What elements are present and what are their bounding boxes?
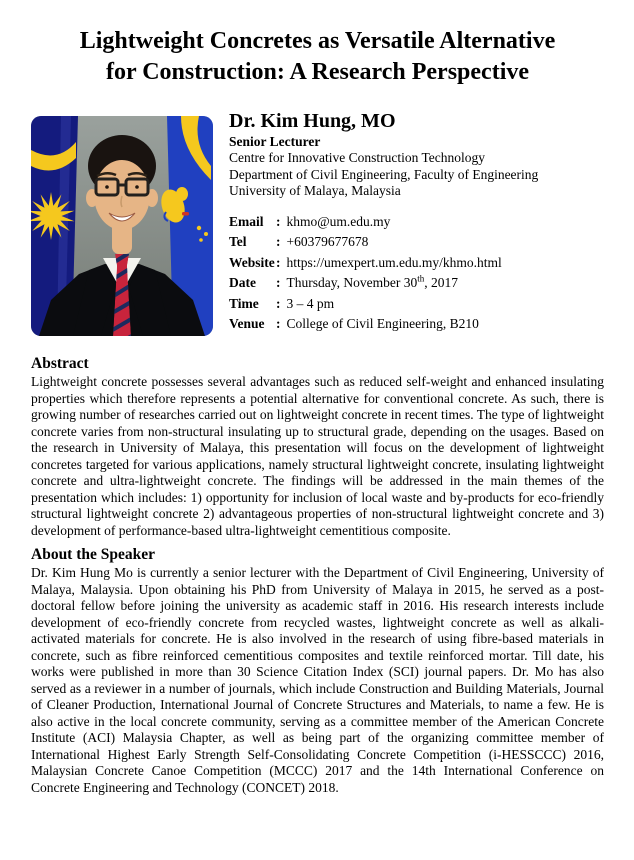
- contact-block: [229, 212, 604, 335]
- contact-row-time: [229, 294, 604, 315]
- speaker-name: Dr. Kim Hung, MO: [229, 110, 396, 132]
- time-label: Time: [229, 295, 259, 311]
- speaker-affiliation-3: University of Malaya, Malaysia: [229, 183, 401, 198]
- contact-row-website: [229, 253, 604, 274]
- email-label: Email: [229, 213, 264, 229]
- date-value-main: Thursday, November 30: [286, 275, 418, 290]
- separator: :: [276, 316, 281, 331]
- speaker-photo: [31, 116, 213, 336]
- speaker-info: [229, 109, 604, 336]
- date-value-year: , 2017: [424, 275, 458, 290]
- separator: :: [276, 275, 281, 290]
- contact-row-tel: [229, 232, 604, 253]
- speaker-section: [31, 110, 604, 336]
- right-eye: [135, 185, 139, 189]
- abstract-heading: Abstract: [31, 355, 89, 372]
- separator: :: [276, 295, 281, 311]
- tiger-tongue: [182, 212, 189, 216]
- speaker-affiliation-2: Department of Civil Engineering, Faculty of Engineering: [229, 166, 539, 182]
- abstract-body: Lightweight concrete possesses several advantages such as reduced self-weight and enhanced insulating properties which therefore represents a potential alternative for conventional concrete. As such, there is growing number of researches carried out on lightweight concrete in recent times. The type of lightweight concrete varies from non-structural insulating up to structural grade, depending on the usages. Based on the research in University of Malaya, this presentation will focus on the development of lightweight concretes targeted for various applications, namely structural lightweight concrete, insulating lightweight concrete and ultra-lightweight concrete. The findings will be addressed in the main themes of the presentation which includes: 1) opportunity for inclusion of local waste and by-products for eco-friendly structural lightweight concrete 2) advantageous properties of non-structural lightweight concrete and 3) development of performance-based ultra-lightweight cementitious composite.: [31, 374, 604, 538]
- date-value: [287, 275, 458, 290]
- about-heading: About the Speaker: [31, 546, 156, 563]
- website-value: https://umexpert.um.edu.my/khmo.html: [286, 254, 502, 270]
- tel-value: +60379677678: [286, 234, 369, 249]
- venue-value: College of Civil Engineering, B210: [286, 316, 479, 331]
- tel-label: Tel: [229, 234, 247, 249]
- contact-row-venue: [229, 314, 604, 335]
- separator: :: [276, 213, 281, 229]
- time-value: 3 – 4 pm: [286, 295, 335, 311]
- separator: :: [276, 234, 281, 249]
- date-label: Date: [229, 275, 256, 290]
- speaker-photo-illustration: [31, 116, 213, 336]
- email-value: khmo@um.edu.my: [286, 213, 391, 229]
- page-title: [41, 26, 594, 88]
- about-body: Dr. Kim Hung Mo is currently a senior lecturer with the Department of Civil Engineering, University of Malaya, Malaysia. Upon obtaining his PhD from University of Malaya in 2015, he served as a post-doctoral fellow before joining the university as academic staff in 2016. His research interests include development of eco-friendly concrete from recycled wastes, lightweight concrete as well as alkali-activated materials for concrete. He is also involved in the research of using fibre-based materials in concrete, such as fibre reinforced cementitious composites and textile reinforced mortar. Till date, his works were published in more than 30 Science Citation Index (SCI) journal papers. Dr. Mo has also served as a reviewer in a number of journals, which include Construction and Building Materials, Journal of Cleaner Production, International Journal of Concrete Structures and Materials, to name a few. He is also active in the local concrete community, serving as a committee member of the American Concrete Institute (ACI) Malaysia Chapter, as well as being part of the organizing committee member of International Highest Early Strength Self-Consolidating Concrete Competition (i-HESSCCC) 2016, Malaysian Concrete Canoe Competition (MCCC) 2017 and the 14th International Conference on Concrete Engineering and Technology (CONCET) 2018.: [31, 565, 604, 795]
- left-eye: [105, 185, 109, 189]
- separator: :: [276, 254, 281, 270]
- website-label: Website: [229, 254, 275, 270]
- page-title-line1: Lightweight Concretes as Versatile Alternative: [79, 28, 556, 54]
- date-ordinal-suffix: th: [417, 273, 425, 284]
- contact-row-date: [229, 273, 604, 294]
- speaker-affiliation-1: Centre for Innovative Construction Technology: [229, 150, 485, 165]
- contact-row-email: [229, 212, 604, 233]
- page-title-line2: for Construction: A Research Perspective: [105, 59, 530, 85]
- venue-label: Venue: [229, 316, 265, 331]
- speaker-role: Senior Lecturer: [229, 134, 321, 149]
